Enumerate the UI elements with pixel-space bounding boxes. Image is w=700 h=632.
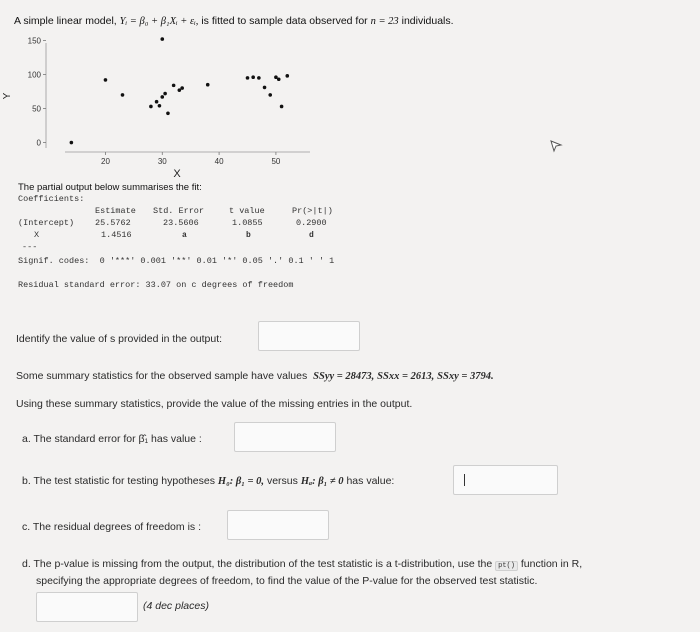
data-point [206, 83, 210, 87]
model-prefix: A simple linear model, [14, 15, 120, 27]
question-b-line [22, 475, 394, 487]
scatter-plot [0, 30, 320, 180]
identify-s-label: Identify the value of s provided in the output: [16, 333, 223, 345]
question-d-suffix: function in R, [520, 558, 583, 570]
summary-prefix: Some summary statistics for the observed sample have values [16, 370, 308, 382]
data-point [180, 86, 184, 90]
text-cursor [464, 474, 465, 486]
ss-xy: SSxy = 3794. [437, 371, 494, 382]
data-point [163, 92, 167, 96]
data-point [268, 93, 272, 97]
pt-function-code: pt() [495, 561, 518, 571]
p-value-input[interactable] [36, 592, 138, 622]
question-b-prefix: b. The test statistic for testing hypotheses [22, 475, 215, 487]
question-d-prefix: d. The p-value is missing from the output, the distribution of the test statistic is a t-distribution, use the [22, 558, 493, 570]
data-point [257, 76, 261, 80]
residual-std-error: Residual standard error: 33.07 on c degrees of freedom [18, 280, 294, 290]
data-point [155, 100, 159, 104]
row-x-estimate: 1.4516 [101, 230, 132, 240]
output-separator: --- [22, 242, 38, 252]
row-x-t: b [246, 231, 251, 240]
data-point [246, 76, 250, 80]
ss-yy: SSyy = 28473, [313, 371, 375, 382]
data-point [158, 104, 162, 108]
header-t-value: t value [229, 206, 265, 216]
row-intercept-estimate: 25.5762 [95, 218, 131, 228]
data-point [104, 78, 108, 82]
ss-xx: SSxx = 2613, [377, 371, 435, 382]
standard-error-input[interactable] [234, 422, 336, 452]
versus-text: versus [266, 475, 298, 487]
model-suffix: is fitted to sample data observed for [198, 15, 371, 27]
x-tick-label: 20 [101, 157, 110, 166]
y-tick-label: 150 [27, 36, 41, 46]
header-std-error: Std. Error [153, 206, 205, 216]
row-intercept-t: 1.0855 [232, 218, 263, 228]
test-statistic-input[interactable] [453, 465, 558, 495]
x-axis-label: X [173, 168, 181, 180]
model-formula: Yᵢ = β₀ + β₁Xᵢ + εᵢ, [119, 16, 199, 27]
data-point [70, 141, 74, 145]
question-d-line1 [22, 558, 692, 570]
y-tick-label: 50 [32, 104, 41, 114]
data-point [280, 105, 284, 109]
mouse-cursor-icon [549, 139, 563, 153]
row-x-se: a [182, 231, 187, 240]
coefficients-title: Coefficients: [18, 194, 85, 204]
question-c-label: c. The residual degrees of freedom is : [22, 521, 201, 533]
data-point [121, 93, 125, 97]
data-point [149, 105, 153, 109]
header-estimate: Estimate [95, 206, 136, 216]
data-point [277, 77, 281, 81]
n-formula: n = 23 [370, 16, 399, 27]
row-x-p: d [309, 231, 314, 240]
y-tick-label: 100 [27, 70, 41, 80]
decimal-places-hint: (4 dec places) [143, 600, 209, 612]
question-b-suffix: has value: [346, 475, 395, 487]
question-a-label: a. The standard error for β̂₁ has value : [22, 433, 202, 445]
header-p-value: Pr(>|t|) [292, 206, 333, 216]
row-intercept-se: 23.5606 [163, 218, 199, 228]
data-point [160, 95, 164, 99]
s-answer-input[interactable] [258, 321, 360, 351]
data-point [251, 75, 255, 79]
row-intercept-name: (Intercept) [18, 218, 75, 228]
using-summary-text: Using these summary statistics, provide the value of the missing entries in the output. [16, 398, 413, 410]
signif-codes: Signif. codes: 0 '***' 0.001 '**' 0.01 '*' 0.05 '.' 0.1 ' ' 1 [18, 256, 335, 266]
hypothesis-null: H₀: β₁ = 0, [217, 476, 265, 487]
hypothesis-alt: Hₐ: β₁ ≠ 0 [300, 476, 344, 487]
y-tick-label: 0 [36, 138, 41, 148]
row-intercept-p: 0.2900 [296, 218, 327, 228]
data-point [263, 86, 267, 90]
partial-output-intro: The partial output below summarises the fit: [18, 182, 202, 193]
data-point [160, 37, 164, 41]
y-axis-label: Y [2, 92, 13, 100]
x-tick-label: 40 [214, 157, 224, 166]
model-description [14, 15, 454, 27]
residual-df-input[interactable] [227, 510, 329, 540]
x-tick-label: 50 [271, 157, 281, 166]
row-x-name: X [34, 230, 40, 240]
question-d-line2: specifying the appropriate degrees of freedom, to find the value of the P-value for the observed test statistic. [36, 575, 538, 587]
x-tick-label: 30 [157, 157, 167, 166]
data-point [172, 84, 176, 88]
data-point [166, 111, 170, 115]
data-point [285, 74, 289, 78]
n-suffix: individuals. [398, 15, 454, 27]
summary-stats-line [16, 370, 494, 382]
